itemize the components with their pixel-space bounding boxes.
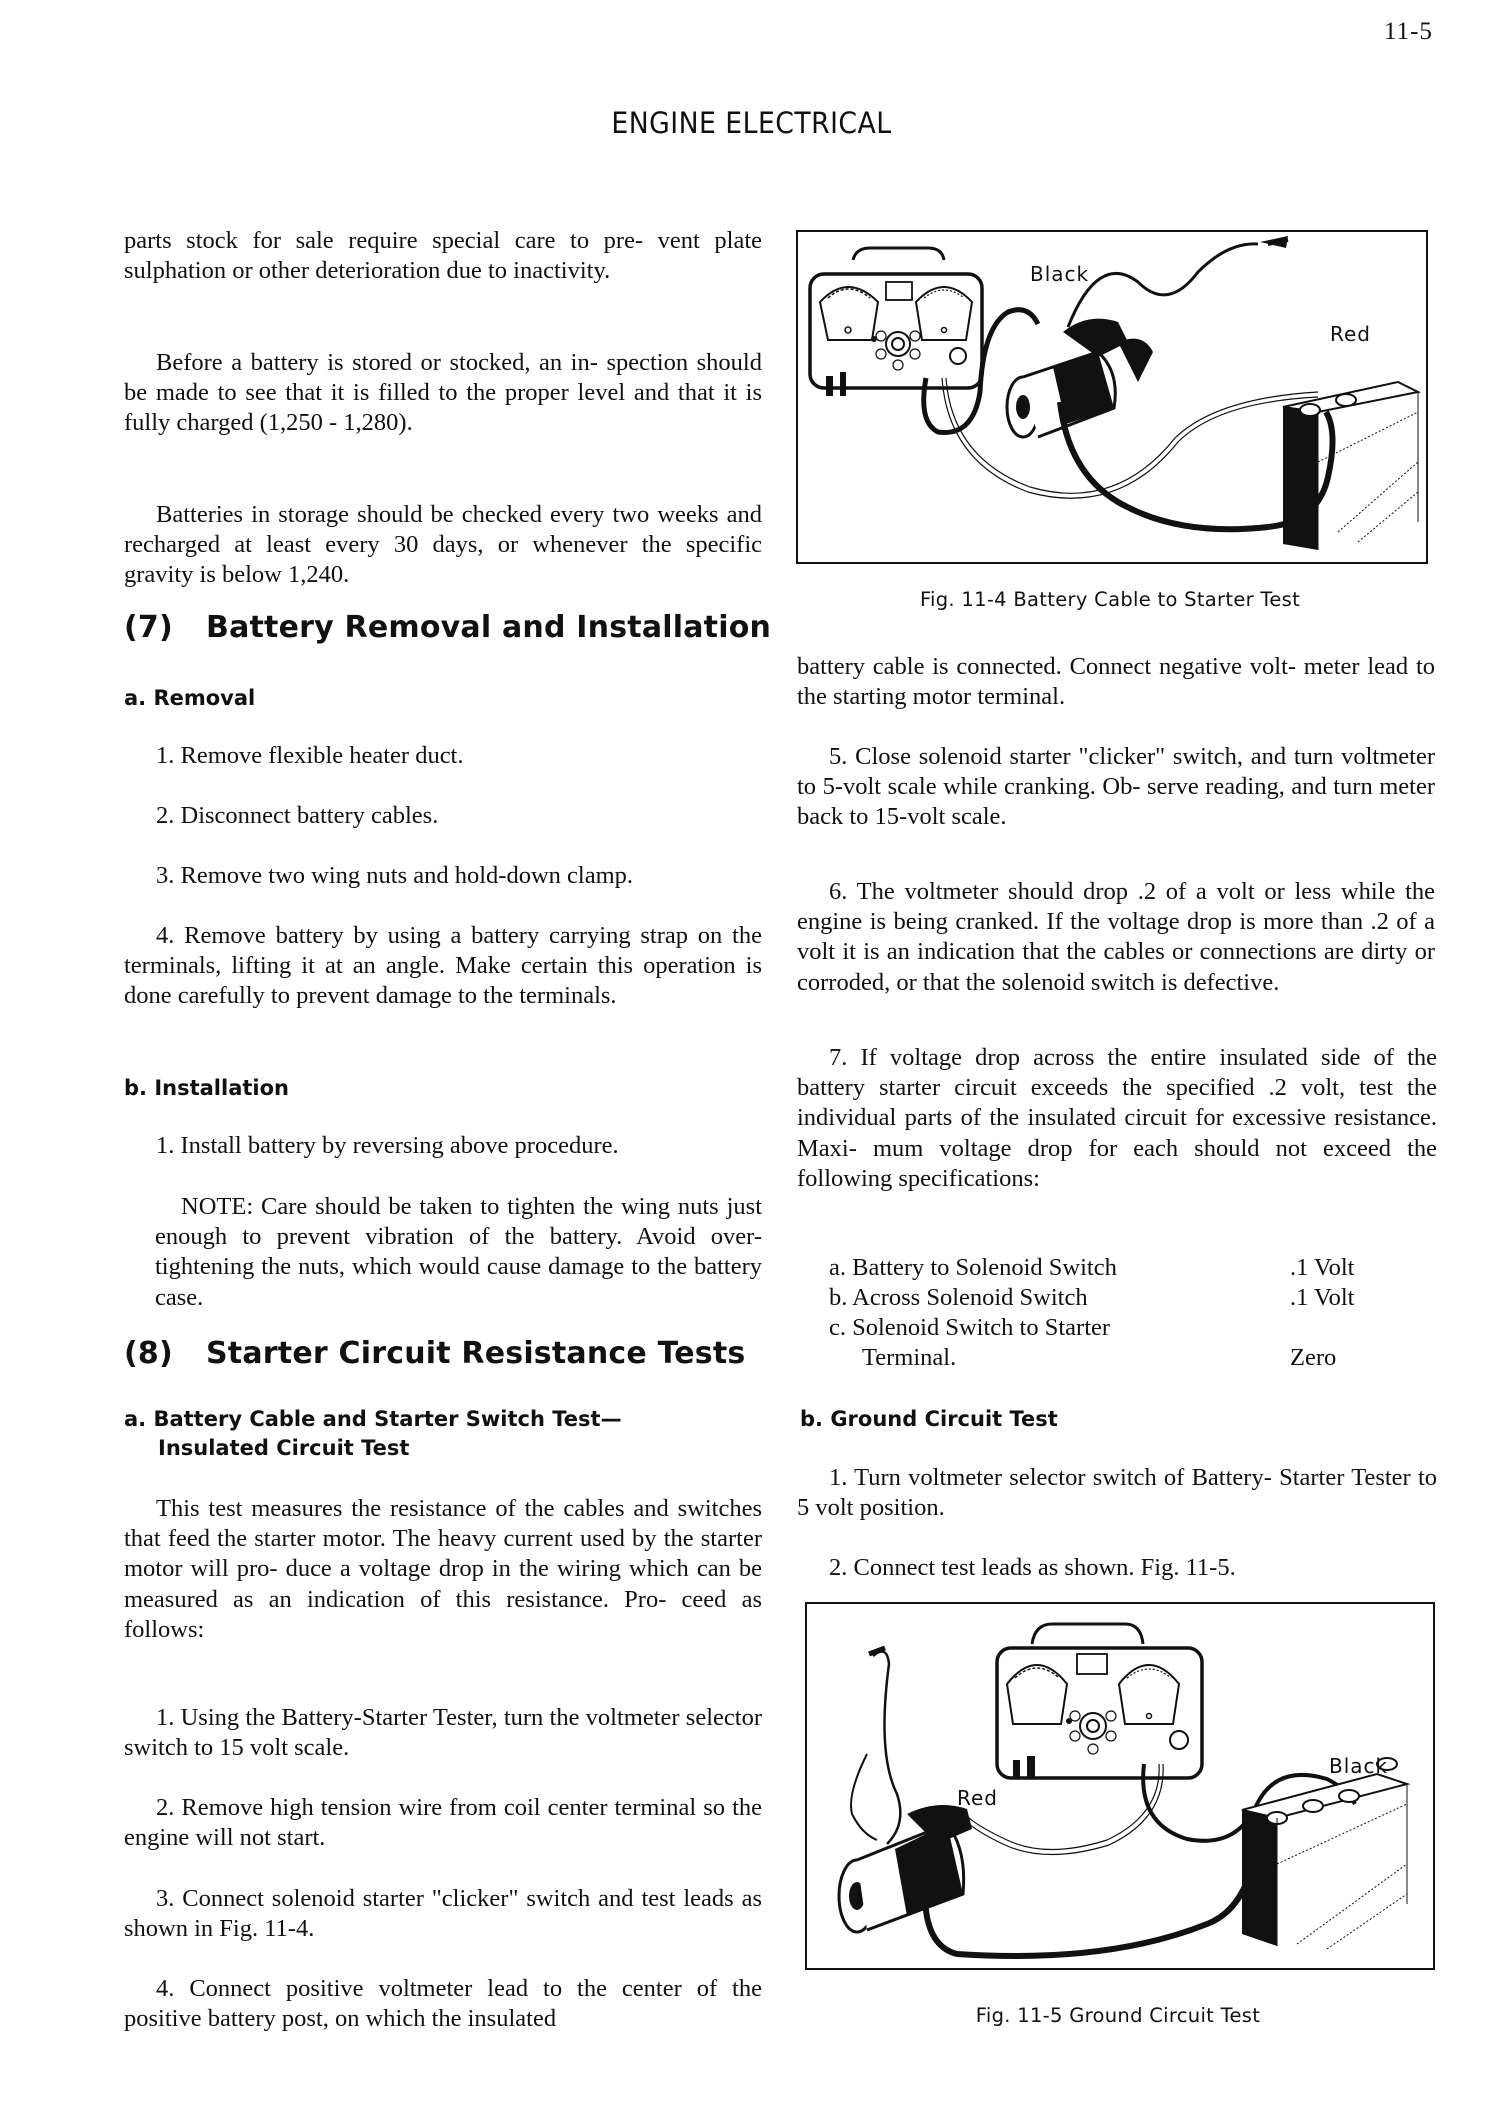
step-text: 1. Turn voltmeter selector switch of Battery- Starter Tester to 5 volt position. [797, 1464, 1437, 1522]
spec-value: .1 Volt [1290, 1284, 1355, 1311]
step-text: 1. Install battery by reversing above procedure. [156, 1132, 619, 1159]
spec-label-continued: Terminal. [862, 1344, 957, 1371]
section-number: (7) [124, 610, 173, 645]
step-text: 5. Close solenoid starter "clicker" switch, and turn voltmeter to 5-volt scale while cranking. Ob- serve reading, and turn meter back to 15-volt scale. [797, 743, 1435, 831]
figure-11-4-caption: Fig. 11-4 Battery Cable to Starter Test [919, 588, 1301, 611]
step-text: 3. Remove two wing nuts and hold-down clamp. [156, 862, 634, 889]
figure-11-4 [796, 230, 1428, 564]
subheading-installation: b. Installation [124, 1076, 289, 1100]
note-wing-nuts: NOTE: Care should be taken to tighten the wing nuts just enough to prevent vibration of the battery. Avoid over-tightening the nuts, which would cause damage to the battery case. [155, 1193, 762, 1311]
step-text: 1. Using the Battery-Starter Tester, turn the voltmeter selector switch to 15 volt scale. [124, 1704, 762, 1762]
install-step-1 [124, 1131, 762, 1161]
removal-step-1 [124, 741, 762, 771]
paragraph-before-storage [124, 348, 762, 439]
subheading-insulated-circuit-test [124, 1405, 622, 1463]
step-text: 2. Disconnect battery cables. [156, 802, 439, 829]
section-title: Starter Circuit Resistance Tests [206, 1336, 746, 1371]
ground-circuit-test-illustration [807, 1604, 1433, 1968]
spec-value: Zero [1290, 1344, 1337, 1371]
section-heading-8 [124, 1336, 745, 1371]
test-step-5 [797, 742, 1435, 833]
step-text: 2. Connect test leads as shown. Fig. 11-5. [829, 1554, 1236, 1581]
step-text: 7. If voltage drop across the entire insulated side of the battery starter circuit exceeds the specified .2 volt, test the individual parts of the insulated circuit for excessive resistance. Maxi- mum voltage drop for each should not exceed the following specifications: [797, 1044, 1437, 1192]
subheading-line: Insulated Circuit Test [158, 1436, 410, 1460]
test-step-1 [124, 1703, 762, 1763]
test-step-6 [797, 877, 1435, 998]
label-black-lead: Black [1329, 1754, 1389, 1778]
paragraph-text: parts stock for sale require special care to pre- vent plate sulphation or other deterioration due to inactivity. [124, 227, 762, 285]
test-step-2 [124, 1793, 762, 1853]
spec-value: .1 Volt [1290, 1254, 1355, 1281]
paragraph-continued [797, 652, 1435, 712]
paragraph-batteries-in-storage [124, 500, 762, 591]
paragraph-text: battery cable is connected. Connect negative volt- meter lead to the starting motor terminal. [797, 653, 1435, 711]
subheading-line: a. Battery Cable and Starter Switch Test— [124, 1407, 622, 1431]
test-step-3 [124, 1884, 762, 1944]
figure-11-5-caption: Fig. 11-5 Ground Circuit Test [975, 2004, 1261, 2027]
label-black-lead: Black [1030, 262, 1090, 286]
step-text: 3. Connect solenoid starter "clicker" switch and test leads as shown in Fig. 11-4. [124, 1885, 762, 1943]
test-step-4 [124, 1974, 762, 2034]
paragraph-test-intro [124, 1494, 762, 1645]
section-number: (8) [124, 1336, 173, 1371]
subheading-removal: a. Removal [124, 686, 256, 710]
paragraph-text: Batteries in storage should be checked every two weeks and recharged at least every 30 days, or whenever the specific gravity is below 1,240. [124, 501, 762, 589]
paragraph-text: Before a battery is stored or stocked, an in- spection should be made to see that it is filled to the proper level and that it is fully charged (1,250 - 1,280). [124, 349, 762, 437]
label-red-lead: Red [1330, 322, 1371, 346]
subheading-ground-circuit-test: b. Ground Circuit Test [800, 1407, 1058, 1431]
page-header: ENGINE ELECTRICAL [611, 106, 892, 140]
ground-step-1 [797, 1463, 1437, 1523]
step-text: 6. The voltmeter should drop .2 of a volt or less while the engine is being cranked. If the voltage drop is more than .2 of a volt it is an indication that the cables or connections are dirty or corroded, or that the solenoid switch is defective. [797, 878, 1435, 996]
test-step-7 [797, 1043, 1437, 1194]
figure-11-5 [805, 1602, 1435, 1970]
page-number: 11-5 [1384, 18, 1433, 45]
removal-step-3 [124, 861, 762, 891]
section-title: Battery Removal and Installation [206, 610, 772, 645]
spec-label: c. Solenoid Switch to Starter [829, 1314, 1111, 1341]
step-text: 1. Remove flexible heater duct. [156, 742, 464, 769]
paragraph-text: This test measures the resistance of the cables and switches that feed the starter motor. The heavy current used by the starter motor will pro- duce a voltage drop in the wiring which can be measured as an indication of this resistance. Pro- ceed as follows: [124, 1495, 762, 1643]
battery-cable-starter-test-illustration [798, 232, 1426, 562]
spec-label: b. Across Solenoid Switch [829, 1284, 1088, 1311]
removal-step-2 [124, 801, 762, 831]
label-red-lead: Red [957, 1786, 998, 1810]
ground-step-2 [797, 1553, 1437, 1583]
paragraph-storage-care [124, 226, 762, 286]
spec-label: a. Battery to Solenoid Switch [829, 1254, 1117, 1281]
section-heading-7 [124, 610, 771, 645]
step-text: 2. Remove high tension wire from coil center terminal so the engine will not start. [124, 1794, 762, 1852]
removal-step-4 [124, 921, 762, 1012]
step-text: 4. Remove battery by using a battery carrying strap on the terminals, lifting it at an angle. Make certain this operation is done carefully to prevent damage to the terminals. [124, 922, 762, 1010]
step-text: 4. Connect positive voltmeter lead to the center of the positive battery post, on which the insulated [124, 1975, 762, 2033]
